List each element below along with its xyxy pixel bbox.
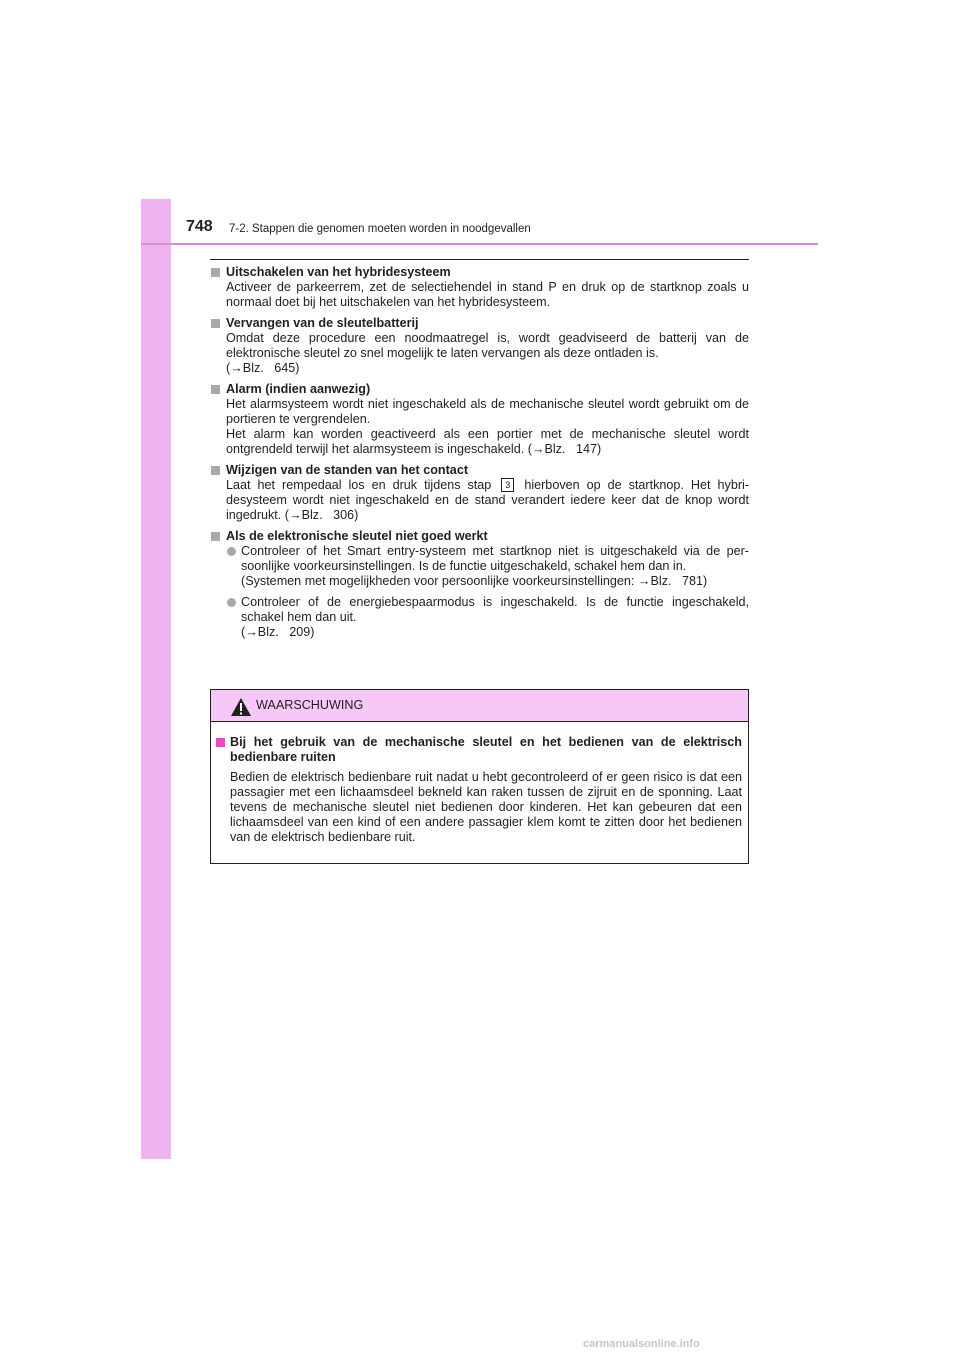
item-text: Het alarm kan worden geactiveerd als een portier met de mechanische sleutel wordt ontgrendeld terwijl het alarmsysteem is ingeschakeld. (→Blz. 147): [226, 427, 749, 456]
item-title: Uitschakelen van het hybridesysteem: [226, 265, 451, 279]
warning-text: Bedien de elektrisch bedienbare ruit nadat u hebt gecontroleerd of er geen risico is dat een passagier met een lichaamsdeel bekneld kan raken tussen de zijruit en de sponning. Laat tevens de mechanische sleutel niet bedienen door kinderen. Het kan gebeuren dat een lichaamsdeel van een kind of een andere passagier klem komt te zitten door het bedienen van de elektrisch bedienbare ruit.: [230, 770, 742, 844]
content-top-rule: [210, 259, 749, 260]
section-title: 7-2. Stappen die genomen moeten worden in noodgevallen: [229, 223, 531, 235]
item-text: Omdat deze procedure een noodmaatregel is, wordt geadviseerd de batterij van de elektronische sleutel zo snel mogelijk te laten vervangen als deze ontladen is.: [226, 331, 749, 360]
warning-label: WAARSCHUWING: [256, 698, 364, 712]
item-text: Laat het rempedaal los en druk tijdens stap: [226, 478, 492, 492]
square-bullet-icon: [211, 385, 220, 394]
step-number-badge: 3: [501, 478, 514, 492]
item-title: Vervangen van de sleutelbatterij: [226, 316, 419, 330]
warning-box: [210, 689, 749, 864]
warning-header: [211, 690, 748, 722]
circle-bullet-icon: [227, 547, 236, 556]
item-sleutelbatterij: [211, 316, 749, 376]
item-text: hierboven op de startknop. Het hybri-desysteem wordt niet ingeschakeld en de stand verandert iedere keer dat de knop wordt ingedrukt. (→Blz. 306): [226, 478, 750, 522]
square-bullet-icon: [211, 532, 220, 541]
item-contact-standen: [211, 463, 749, 523]
header-divider: [141, 243, 818, 245]
list-item: Controleer of het Smart entry-systeem met startknop niet is uitgeschakeld via de per-soonlijke voorkeursinstellingen. Is de functie uitgeschakeld, schakel hem dan in. (Systemen met mogelijkheden voor persoonlijke voorkeursinstellingen: →Blz. 781): [226, 544, 749, 589]
item-uitschakelen: [211, 265, 749, 310]
circle-bullet-icon: [227, 598, 236, 607]
list-item: Controleer of de energiebespaarmodus is ingeschakeld. Is de functie ingeschakeld, schakel hem dan uit. (→Blz. 209): [226, 595, 749, 640]
item-text: Activeer de parkeerrem, zet de selectiehendel in stand P en druk op de startknop zoals u normaal doet bij het uitschakelen van het hybridesysteem.: [226, 280, 749, 309]
item-alarm: [211, 382, 749, 457]
item-text: Het alarmsysteem wordt niet ingeschakeld als de mechanische sleutel wordt gebruikt om de portieren te vergrendelen.: [226, 397, 749, 426]
page-number: 748: [186, 218, 213, 235]
page-reference: (→Blz. 645): [226, 361, 300, 375]
square-bullet-icon: [211, 268, 220, 277]
chapter-sidebar-tab: [141, 199, 171, 1159]
content-area: [211, 265, 749, 646]
watermark-footer: carmanualsonline.info: [583, 1338, 700, 1350]
item-sleutel-werkt-niet: [211, 529, 749, 640]
item-title: Alarm (indien aanwezig): [226, 382, 371, 396]
square-bullet-icon: [211, 319, 220, 328]
warning-triangle-icon: [230, 697, 252, 717]
square-bullet-icon: [211, 466, 220, 475]
warning-title: Bij het gebruik van de mechanische sleutel en het bedienen van de elektrisch bedienbare ruiten: [230, 735, 742, 764]
square-bullet-icon: [216, 738, 225, 747]
item-title: Als de elektronische sleutel niet goed werkt: [226, 529, 488, 543]
item-title: Wijzigen van de standen van het contact: [226, 463, 469, 477]
